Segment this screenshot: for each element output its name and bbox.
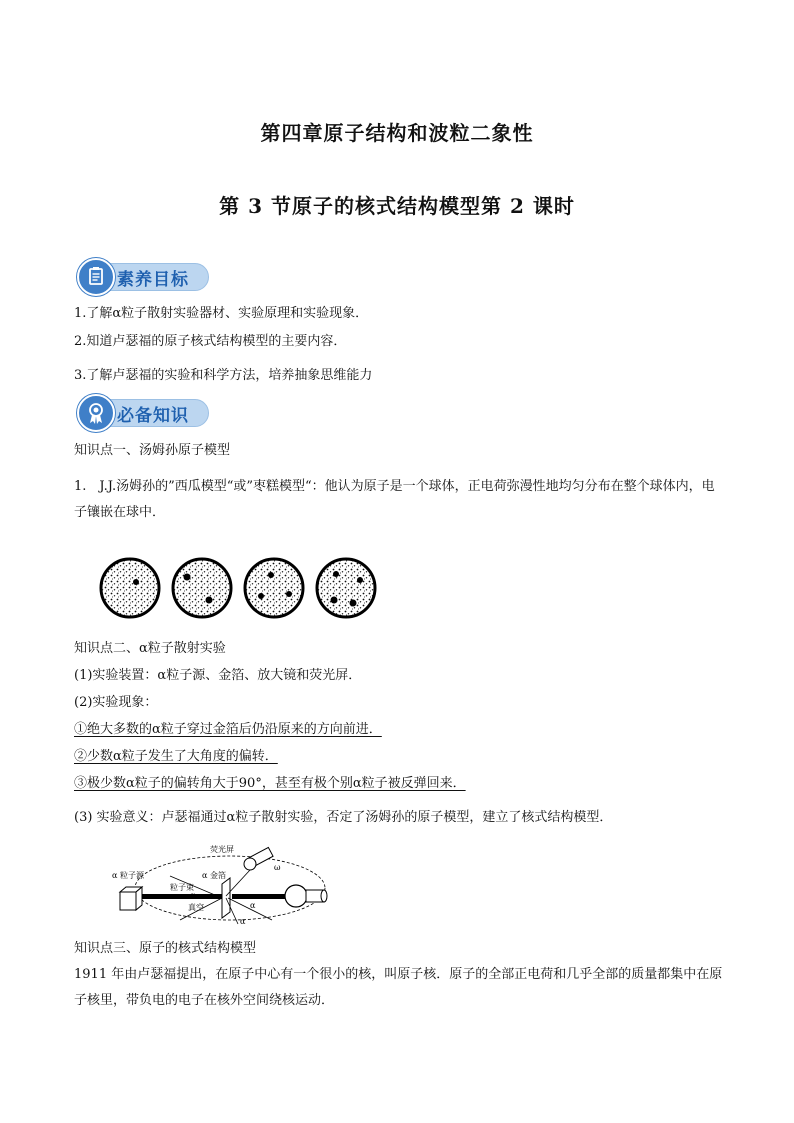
phenomenon-item: ③极少数α粒子的偏转角大于90°，甚至有极个别α粒子被反弹回来．	[74, 776, 466, 791]
goal-item: 2.知道卢瑟福的原子核式结构模型的主要内容．	[74, 334, 347, 349]
thomson-atom	[173, 559, 231, 617]
knowledge-banner	[77, 394, 209, 428]
thomson-atom	[245, 559, 303, 617]
phenomenon-item: ②少数α粒子发生了大角度的偏转．	[74, 749, 278, 764]
knowledge-heading: 必备知识	[117, 406, 189, 426]
label-foil: α 金箔	[202, 871, 226, 880]
fluorescent-screen	[244, 847, 273, 870]
point2-meaning: (3) 实验意义：卢瑟福通过α粒子散射实验，否定了汤姆孙的原子模型，建立了核式结构模型．	[74, 810, 613, 825]
label-omega: ω	[274, 863, 281, 872]
goal-item: 3.了解卢瑟福的实验和科学方法，培养抽象思维能力	[74, 368, 373, 383]
thomson-atom	[101, 559, 159, 617]
point2-setup: (1)实验装置：α粒子源、金箔、放大镜和荧光屏．	[74, 668, 362, 683]
chapter-title: 第四章原子结构和波粒二象性	[260, 121, 534, 145]
goal-item: 1.了解α粒子散射实验器材、实验原理和实验现象．	[74, 306, 369, 321]
goals-heading: 素养目标	[117, 270, 189, 290]
point1-title: 知识点一、汤姆孙原子模型	[74, 443, 231, 458]
label-alpha: α	[250, 901, 256, 910]
point2-phenomena-label: (2)实验现象：	[74, 695, 158, 710]
label-source: α 粒子源	[112, 871, 144, 880]
point3-text: 1911 年由卢瑟福提出，在原子中心有一个很小的核，叫原子核．原子的全部正电荷和几乎全部的质量都集中在原子核里，带负电的电子在核外空间绕核运动．	[74, 967, 723, 1008]
clipboard-icon	[77, 258, 115, 296]
label-alpha: α	[240, 917, 246, 926]
label-alpha: α	[190, 891, 196, 900]
point2-title: 知识点二、α粒子散射实验	[74, 641, 226, 656]
section-title: 第 3 节原子的核式结构模型第 2 课时	[219, 194, 575, 218]
rutherford-apparatus-diagram	[110, 838, 340, 934]
thomson-atom	[317, 559, 375, 617]
thomson-model-illustration	[98, 556, 388, 620]
alpha-source-box	[120, 887, 142, 910]
phenomenon-item: ①绝大多数的α粒子穿过金箔后仍沿原来的方向前进．	[74, 722, 382, 737]
particle-beam	[142, 894, 222, 899]
label-vacuum: 真空	[188, 903, 204, 912]
point3-title: 知识点三、原子的核式结构模型	[74, 941, 257, 956]
goals-banner	[77, 258, 209, 292]
microscope	[285, 885, 327, 907]
medal-icon	[77, 394, 115, 432]
point1-text: 1. J.J.汤姆孙的”西瓜模型“或”枣糕模型“：他认为原子是一个球体，正电荷弥漫性地均匀分布在整个球体内，电子镶嵌在球中．	[74, 479, 715, 520]
label-screen: 荧光屏	[210, 845, 234, 854]
label-beam: 粒子束	[170, 883, 194, 892]
